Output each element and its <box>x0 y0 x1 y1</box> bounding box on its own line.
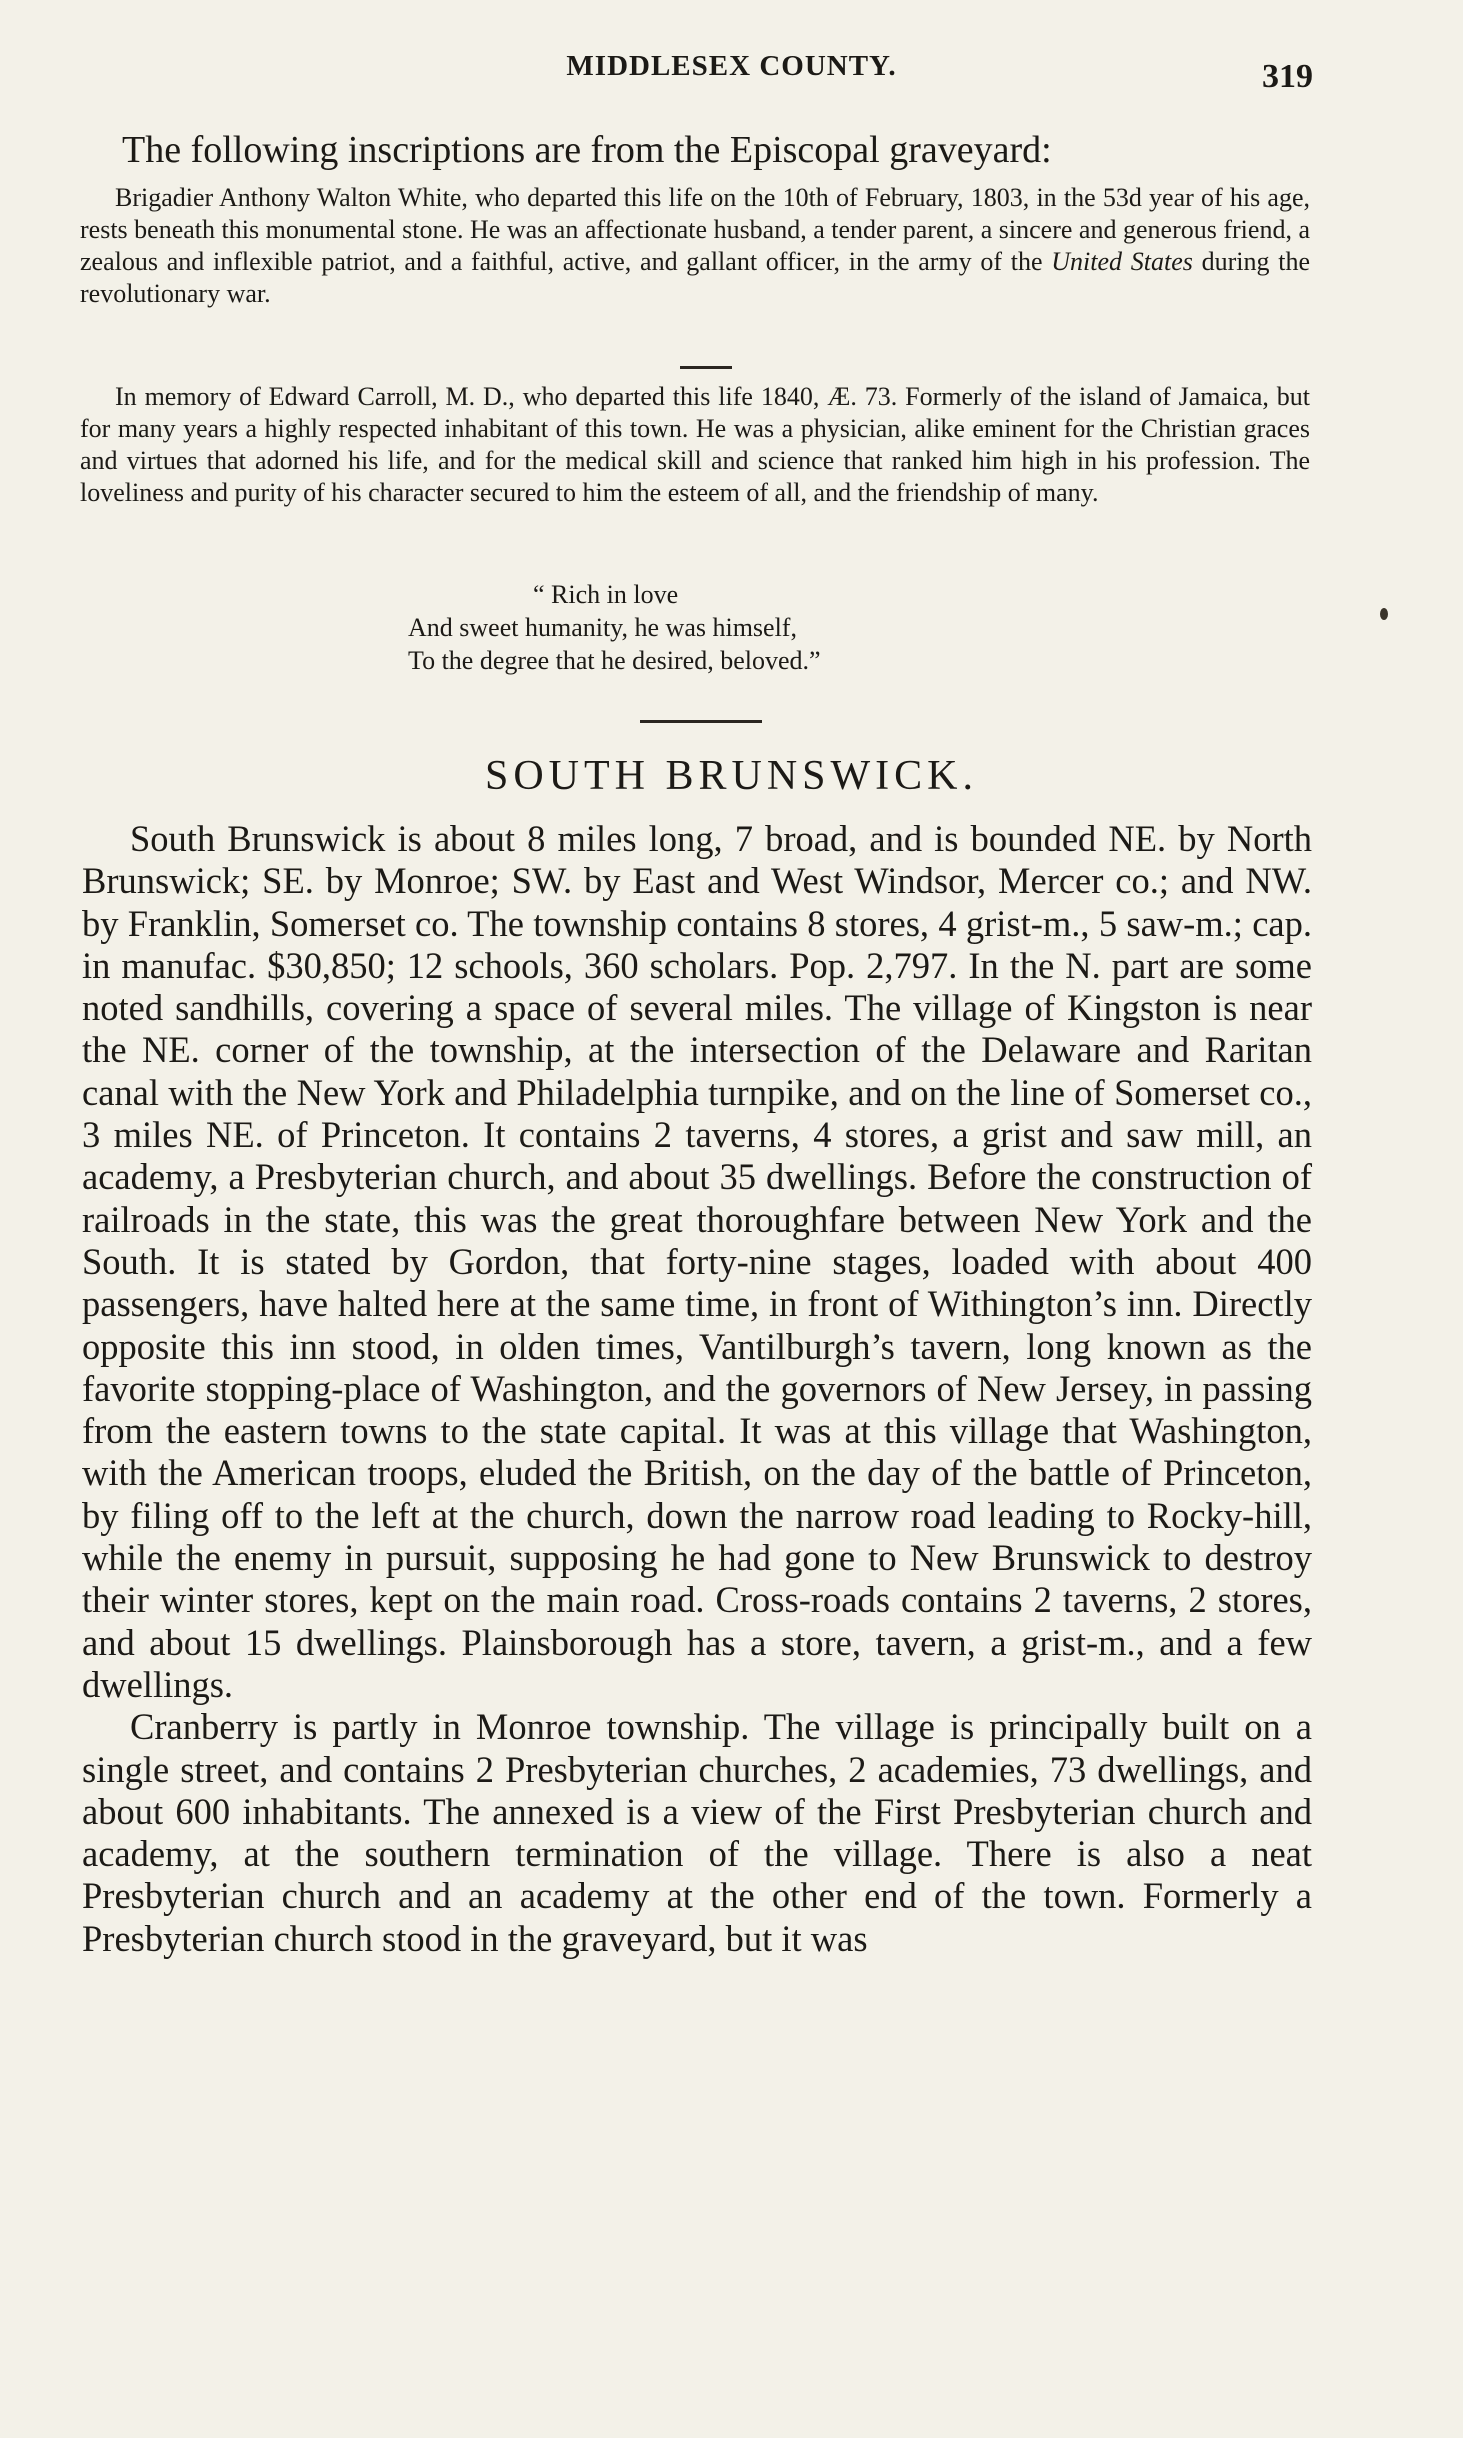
verse-line-1: “ Rich in love <box>533 580 679 609</box>
inscription-carroll-text: In memory of Edward Carroll, M. D., who departed this life 1840, Æ. 73. Formerly of the island of Jamaica, but for many years a highly respected inhabitant of this town. He was a physician, alike eminent for the Christian graces and virtues that adorned his life, and for the medical skill and science that ranked him high in his profession. The loveliness and purity of his character secured to him the esteem of all, and the friendship of many. <box>80 382 1310 507</box>
running-head: MIDDLESEX COUNTY. <box>566 50 897 82</box>
page-number: 319 <box>1262 58 1313 95</box>
ink-speck <box>1380 608 1388 620</box>
section-body <box>82 818 1312 1960</box>
inscription-white <box>80 182 1310 310</box>
inscription-carroll <box>80 381 1310 509</box>
intro-line: The following inscriptions are from the Episcopal graveyard: <box>122 129 1052 171</box>
epitaph-verse <box>408 578 1108 677</box>
section-separator-rule <box>640 720 762 723</box>
verse-line-2: And sweet humanity, he was himself, <box>408 613 797 642</box>
verse-line-3: To the degree that he desired, beloved.” <box>408 646 821 675</box>
paragraph-south-brunswick: South Brunswick is about 8 miles long, 7 broad, and is bounded NE. by North Brunswick; SE. by Monroe; SW. by East and West Windsor, Mercer co.; and NW. by Franklin, Somerset co. The township contains 8 stores, 4 grist-m., 5 saw-m.; cap. in manufac. $30,850; 12 schools, 360 scholars. Pop. 2,797. In the N. part are some noted sandhills, covering a space of several miles. The village of Kingston is near the NE. corner of the township, at the intersection of the Delaware and Raritan canal with the New York and Philadelphia turnpike, and on the line of Somerset co., 3 miles NE. of Princeton. It contains 2 taverns, 4 stores, a grist and saw mill, an academy, a Presbyterian church, and about 35 dwellings. Before the construction of railroads in the state, this was the great thoroughfare between New York and the South. It is stated by Gordon, that forty-nine stages, loaded with about 400 passengers, have halted here at the same time, in front of Withington’s inn. Directly opposite this inn stood, in olden times, Vantilburgh’s tavern, long known as the favorite stopping-place of Washington, and the governors of New Jersey, in passing from the eastern towns to the state capital. It was at this village that Washington, with the American troops, eluded the British, on the day of the battle of Princeton, by filing off to the left at the church, down the narrow road leading to Rocky-hill, while the enemy in pursuit, supposing he had gone to New Brunswick to destroy their winter stores, kept on the main road. Cross-roads contains 2 taverns, 2 stores, and about 15 dwellings. Plainsborough has a store, tavern, a grist-m., and a few dwellings. <box>82 818 1312 1705</box>
inscription-white-text-a: Brigadier Anthony Walton White, who departed this life on the 10th of February, 1803, in the 53d year of his age, rests beneath this monumental stone. He was an affectionate husband, a tender parent, a sincere and generous friend, a zealous and inflexible patriot, and a faithful, active, and gallant officer, in the army of the <box>80 183 1310 276</box>
inscription-white-italic: United States <box>1051 247 1193 276</box>
section-title: SOUTH BRUNSWICK. <box>484 753 979 799</box>
page-header <box>0 50 1463 100</box>
separator-rule-short <box>680 366 732 369</box>
paragraph-cranberry: Cranberry is partly in Monroe township. The village is principally built on a single street, and contains 2 Presbyterian churches, 2 academies, 73 dwellings, and about 600 inhabitants. The annexed is a view of the First Presbyterian church and academy, at the southern termination of the village. There is also a neat Presbyterian church and an academy at the other end of the town. Formerly a Presbyterian church stood in the graveyard, but it was <box>82 1706 1312 1959</box>
inscription-white-text-b: during the revolutionary war. <box>80 247 1310 308</box>
